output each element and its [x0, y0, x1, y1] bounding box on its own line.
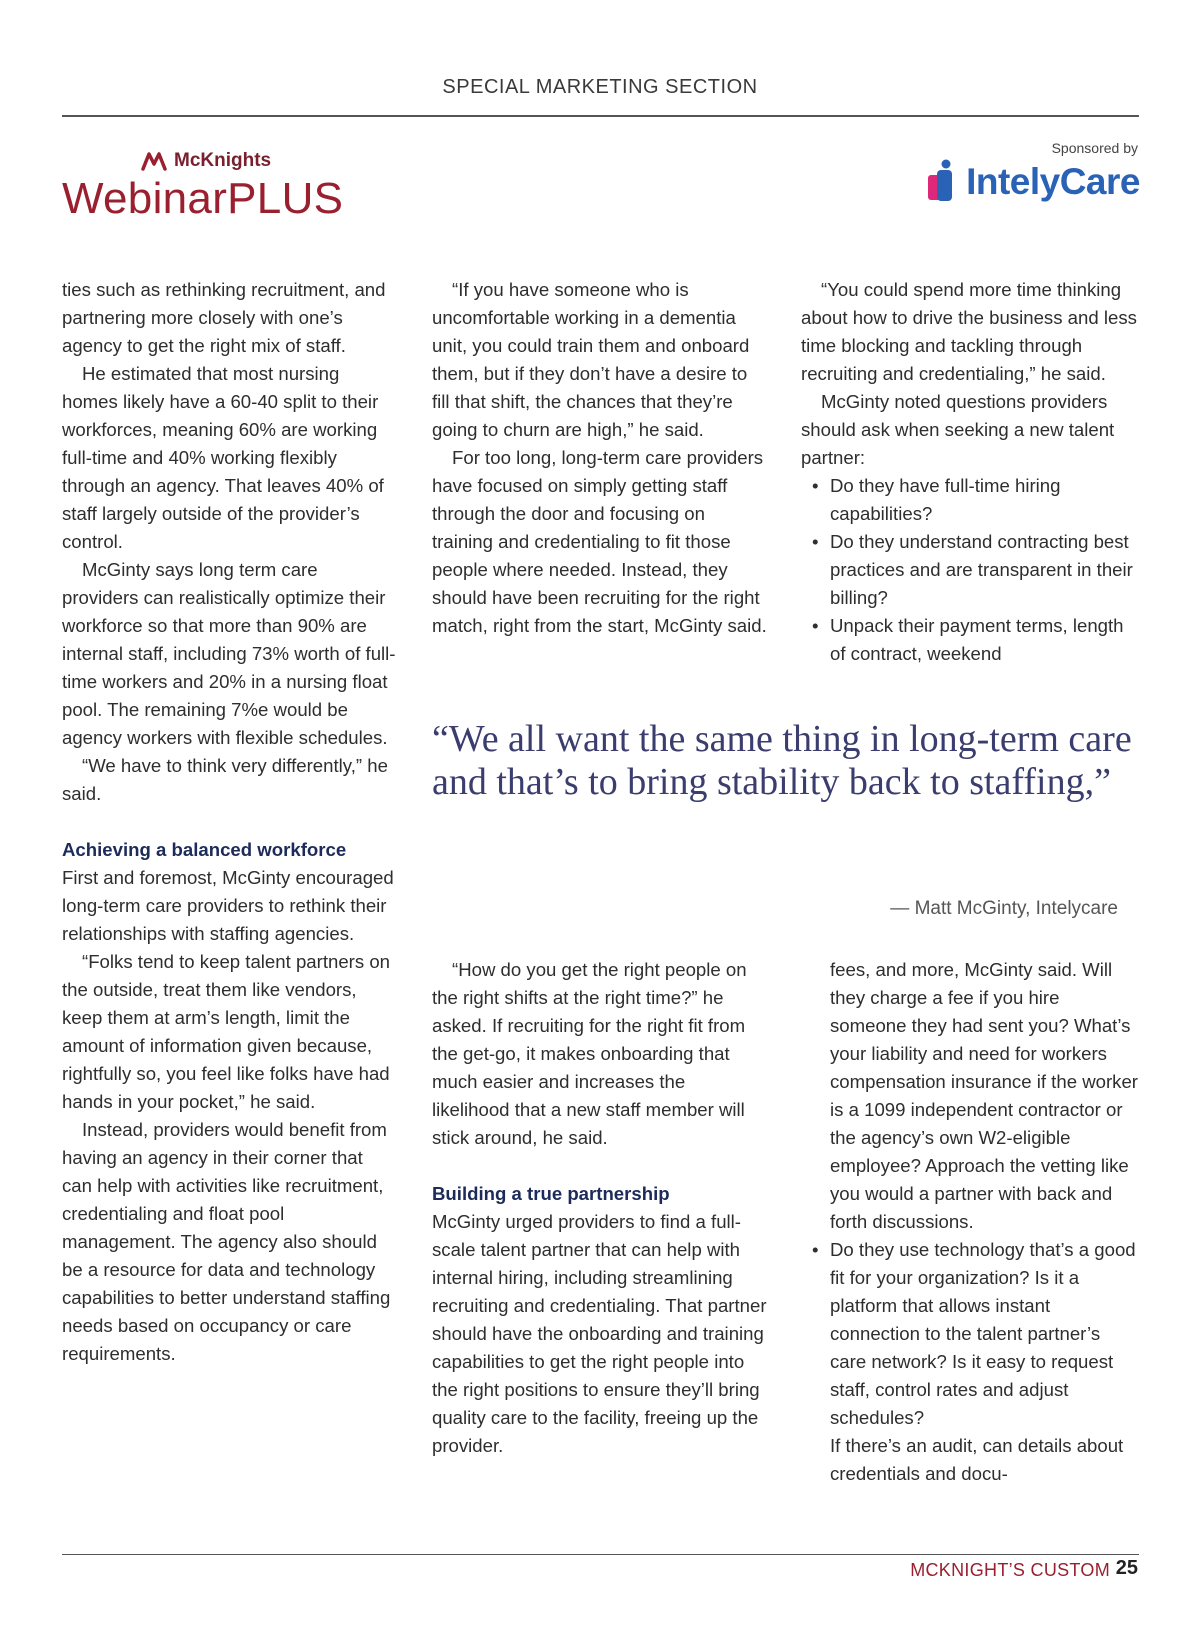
page-number: 25: [1115, 1557, 1138, 1579]
paragraph: McGinty noted questions providers should ask when seeking a new talent partner:: [801, 391, 1115, 468]
section-heading: Achieving a balanced workforce: [62, 839, 347, 860]
intelycare-logo: [924, 158, 1140, 206]
paragraph: McGinty urged providers to find a full-scale talent partner that can help with internal hiring, including streamlining recruiting and credentialing. That partner should have the onboarding and training capabilities to get the right people into the right positions to ensure they’ll bring quality care to the facility, freeing up the provider.: [432, 1211, 767, 1456]
paragraph: ties such as rethinking recruitment, and partnering more closely with one’s agency to get the right mix of staff.: [62, 279, 386, 356]
list-item: • Do they use technology that’s a good fit for your organization? Is it a platform that allows instant connection to the talent partner’s care network? Is it easy to request staff, control rates and adjust schedules?: [801, 1236, 1141, 1432]
header-rule: [62, 115, 1139, 117]
paragraph: “If you have someone who is uncomfortable working in a dementia unit, you could train them and onboard them, but if they don’t have a desire to fill that shift, the chances that they’re going to churn are high,” he said.: [432, 279, 750, 440]
question-list: [801, 1236, 1141, 1432]
paragraph: “Folks tend to keep talent partners on the outside, treat them like vendors, keep them at arm’s length, limit the amount of information given because, rightfully so, you feel like folks have had hands in your pocket,” he said.: [62, 951, 391, 1112]
spacer: [432, 1152, 767, 1180]
webinarplus-logo: [62, 150, 382, 230]
mcknights-wordmark: McKnights: [174, 150, 272, 171]
article-column-2-bottom: [432, 956, 767, 1460]
list-item: • Do they have full-time hiring capabilities?: [801, 472, 1141, 528]
paragraph: “You could spend more time thinking about how to drive the business and less time blocking and tackling through recruiting and credentialing,” he said.: [801, 279, 1137, 384]
paragraph: “We have to think very differently,” he said.: [62, 755, 388, 804]
section-heading: Building a true partnership: [432, 1183, 670, 1204]
list-item: • Do they understand contracting best practices and are transparent in their billing?: [801, 528, 1141, 612]
paragraph: “How do you get the right people on the right shifts at the right time?” he asked. If recruiting for the right fit from the get-go, it makes onboarding that much easier and increases the likelihood that a new staff member will stick around, he said.: [432, 959, 747, 1148]
paragraph: fees, and more, McGinty said. Will they charge a fee if you hire someone they had sent you? What’s your liability and need for workers compensation insurance if the worker is a 1099 independent contractor or the agency’s own W2-eligible employee? Approach the vetting like you would a partner with back and forth discussions.: [830, 959, 1138, 1232]
paragraph: McGinty says long term care providers can realistically optimize their workforce so that more than 90% are internal staff, including 73% worth of full-time workers and 20% in a nursing float pool. The remaining 7%e would be agency workers with flexible schedules.: [62, 559, 396, 748]
article-column-2-top: [432, 276, 767, 640]
question-list: [801, 472, 1141, 668]
intelycare-mark-icon: [924, 158, 960, 206]
section-label: SPECIAL MARKETING SECTION: [442, 76, 758, 98]
paragraph: He estimated that most nursing homes likely have a 60-40 split to their workforces, meaning 60% are working full-time and 40% working flexibly through an agency. That leaves 40% of staff largely outside of the provider’s control.: [62, 363, 384, 552]
webinarplus-wordmark: WebinarPLUS: [62, 174, 344, 223]
footer-brand: MCKNIGHT’S CUSTOM: [910, 1560, 1110, 1580]
article-column-3-top: [801, 276, 1141, 668]
mcknights-logo: [140, 150, 271, 172]
footer-rule: [62, 1554, 1139, 1555]
paragraph: If there’s an audit, can details about credentials and docu-: [830, 1435, 1124, 1484]
mcknights-mark-icon: [140, 150, 168, 172]
paragraph: Instead, providers would benefit from having an agency in their corner that can help with activities like recruitment, credentialing and float pool management. The agency also should be a resource for data and technology capabilities to better understand staffing needs based on occupancy or care requirements.: [62, 1119, 391, 1364]
spacer: [62, 808, 397, 836]
pull-quote-attribution: — Matt McGinty, Intelycare: [890, 898, 1118, 919]
article-column-1: [62, 276, 397, 1368]
paragraph: For too long, long-term care providers have focused on simply getting staff through the door and focusing on training and credentialing to fit those people where needed. Instead, they should have been recruiting for the right match, right from the start, McGinty said.: [432, 447, 767, 636]
list-item: • Unpack their payment terms, length of contract, weekend: [801, 612, 1141, 668]
pull-quote: “We all want the same thing in long-term care and that’s to bring stability back to staffing,”: [432, 718, 1132, 803]
intelycare-wordmark: IntelyCare: [966, 161, 1140, 202]
sponsored-by-label: Sponsored by: [1051, 140, 1138, 156]
article-column-3-bottom: [801, 956, 1141, 1488]
paragraph: First and foremost, McGinty encouraged long-term care providers to rethink their relationships with staffing agencies.: [62, 867, 394, 944]
